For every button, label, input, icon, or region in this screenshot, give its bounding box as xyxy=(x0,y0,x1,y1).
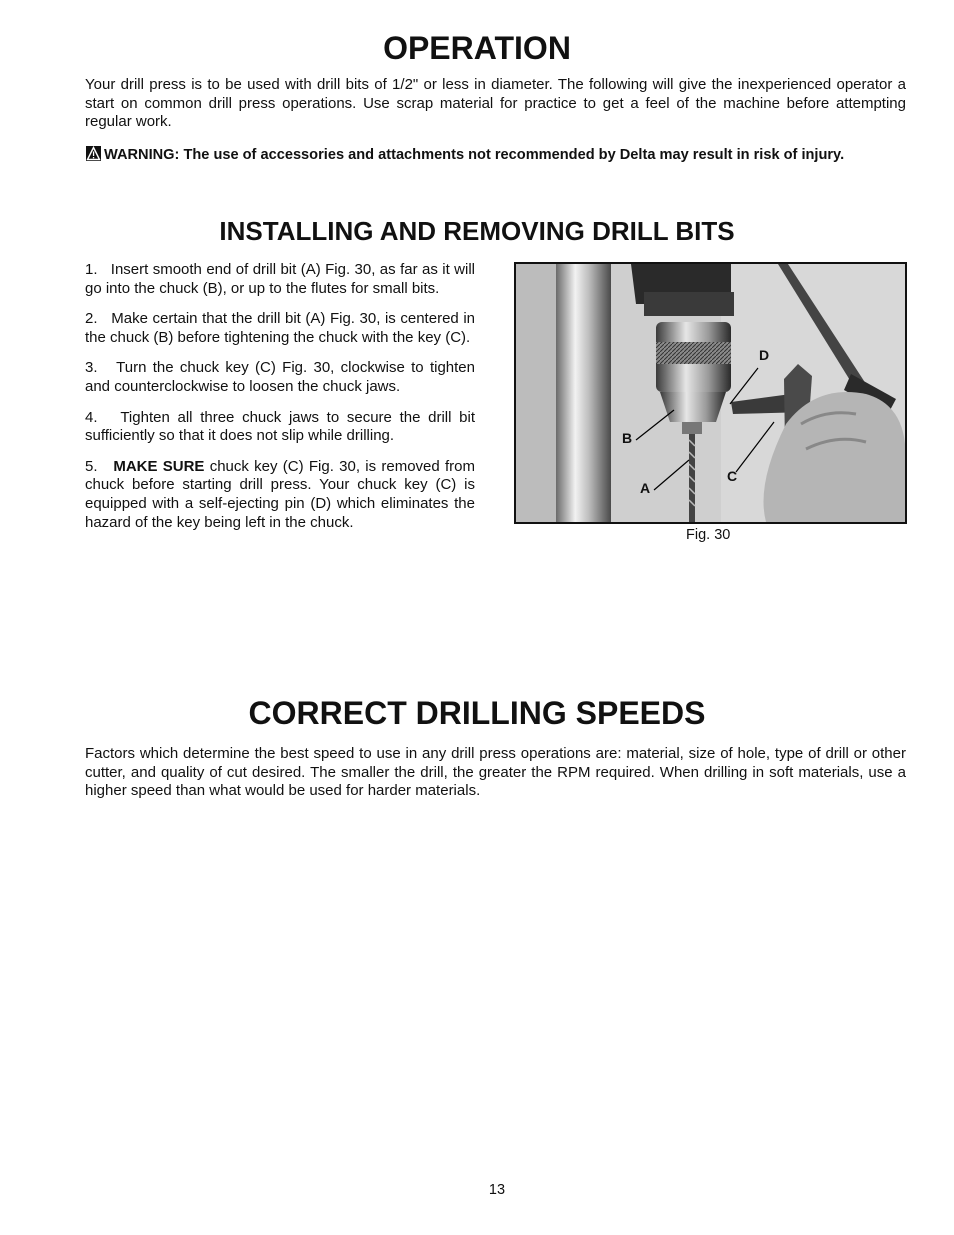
step-item xyxy=(85,261,475,298)
warning-text: WARNING: The use of accessories and attachments not recommended by Delta may result in risk of injury. xyxy=(104,147,845,163)
steps-list xyxy=(85,261,475,544)
section-title-operation: OPERATION xyxy=(383,30,571,66)
page-number: 13 xyxy=(488,1182,506,1198)
intro-paragraph: Your drill press is to be used with drill bits of 1/2" or less in diameter. The following will give the inexperienced operator a start on common drill press operations. Use scrap material for practice to get a feel of the machine before attempting regular work. xyxy=(85,76,906,131)
step-text: Tighten all three chuck jaws to secure the drill bit sufficiently so that it does not slip while drilling. xyxy=(85,408,475,445)
step-number: 2. xyxy=(85,310,98,328)
step-emphasis: MAKE SURE xyxy=(113,457,205,475)
warning-notice xyxy=(86,146,916,164)
step-item xyxy=(85,359,475,396)
warning-triangle-icon xyxy=(86,146,101,161)
step-item xyxy=(85,409,475,446)
step-number: 1. xyxy=(85,261,98,278)
figure-30-photo xyxy=(514,262,907,524)
step-text: Insert smooth end of drill bit (A) Fig. 30, as far as it will go into the chuck (B), or up to the flutes for small bits. xyxy=(85,261,475,297)
label-c: C xyxy=(727,468,738,484)
figure-caption: Fig. 30 xyxy=(686,527,731,543)
section-title-installing: INSTALLING AND REMOVING DRILL BITS xyxy=(219,216,735,246)
step-text: chuck key (C) Fig. 30, is removed from chuck before starting drill press. Your chuck key (C) is equipped with a self-ejecting pin (D) which eliminates the hazard of the key being left in the chuck. xyxy=(85,457,475,531)
drill-chuck-illustration xyxy=(516,264,905,522)
step-text: Turn the chuck key (C) Fig. 30, clockwise to tighten and counterclockwise to loosen the chuck jaws. xyxy=(85,359,475,395)
step-number: 4. xyxy=(85,408,98,426)
step-item xyxy=(85,458,475,532)
label-a: A xyxy=(640,480,651,496)
step-number: 3. xyxy=(85,359,98,377)
label-b: B xyxy=(622,430,633,446)
step-item xyxy=(85,310,475,347)
step-number: 5. xyxy=(85,457,98,475)
section-title-speeds: CORRECT DRILLING SPEEDS xyxy=(248,695,706,731)
step-text: Make certain that the drill bit (A) Fig. 30, is centered in the chuck (B) before tightening the chuck with the key (C). xyxy=(85,310,475,346)
label-d: D xyxy=(759,347,770,363)
speeds-paragraph: Factors which determine the best speed to use in any drill press operations are: material, size of hole, type of drill or other cutter, and quality of cut desired. The smaller the drill, the greater the RPM required. When drilling in soft materials, use a higher speed than what would be used for harder materials. xyxy=(85,745,906,800)
